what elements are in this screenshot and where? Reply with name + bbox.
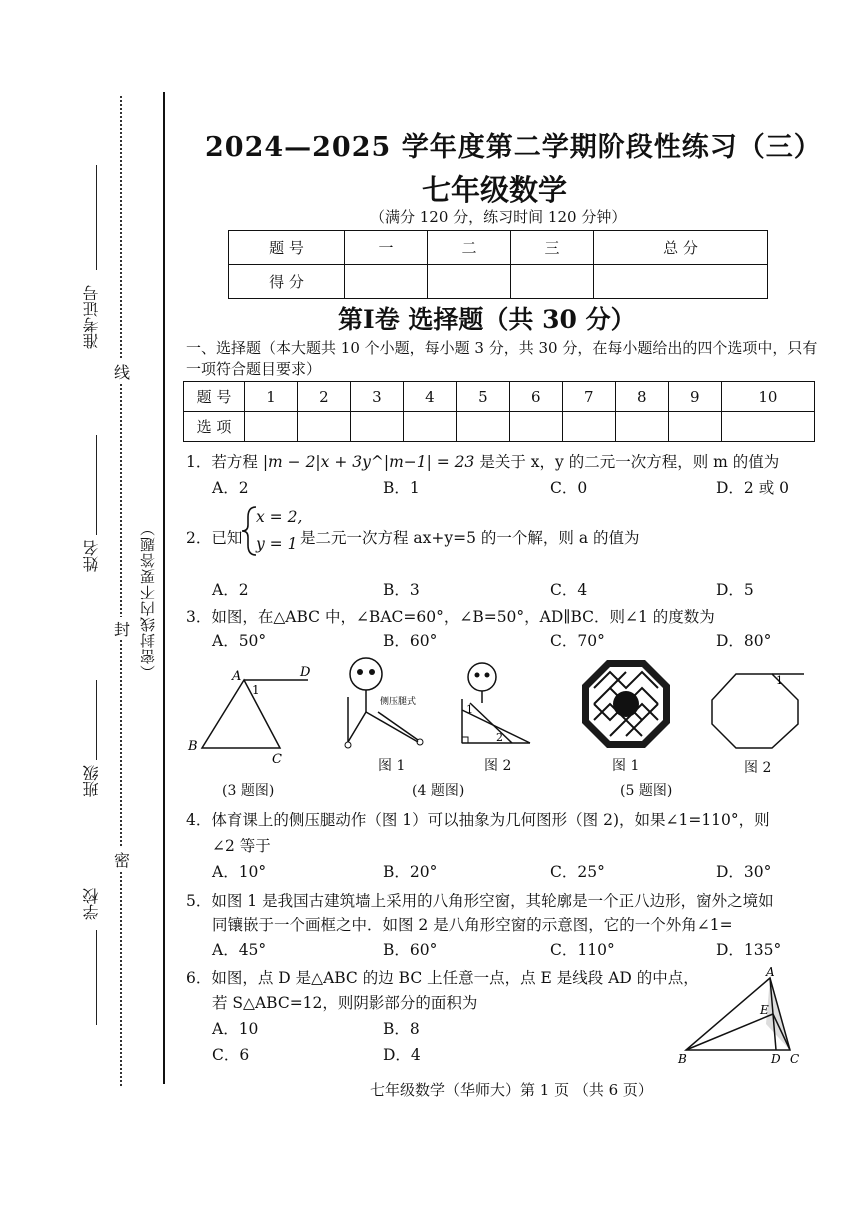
fig4-pose-label: 侧压腿式 bbox=[380, 697, 417, 707]
answer-choice-cell[interactable] bbox=[509, 412, 562, 442]
answer-choice-cell[interactable] bbox=[456, 412, 509, 442]
seal-char-line: 线 bbox=[114, 360, 130, 383]
score-row-label: 得 分 bbox=[229, 265, 345, 299]
seal-dotted-line bbox=[120, 96, 122, 1086]
q5-option-c: C．110° bbox=[550, 941, 615, 959]
svg-text:1: 1 bbox=[252, 683, 260, 697]
q1-option-b: B．1 bbox=[383, 479, 420, 497]
school-underline bbox=[96, 930, 97, 1025]
class-label: 班级 bbox=[82, 765, 101, 797]
answer-choice-row bbox=[184, 412, 815, 442]
question-1 bbox=[186, 450, 779, 472]
svg-text:D: D bbox=[771, 1052, 781, 1066]
answer-choice-cell[interactable] bbox=[350, 412, 403, 442]
svg-text:1: 1 bbox=[776, 674, 783, 687]
svg-text:A: A bbox=[232, 669, 242, 684]
figure-q3-triangle bbox=[180, 660, 320, 765]
figure-q4-pose bbox=[338, 652, 438, 752]
question-5-line-2: 同镶嵌于一个画框之中．如图 2 是八角形空窗的示意图，它的一个外角∠1= bbox=[212, 916, 733, 934]
score-cell[interactable] bbox=[593, 265, 767, 299]
answer-choice-cell[interactable] bbox=[245, 412, 298, 442]
q1-text-post: 是关于 x，y 的二元一次方程，则 m 的值为 bbox=[479, 453, 780, 471]
q6-option-d: D．4 bbox=[383, 1046, 421, 1064]
q6-option-c: C．6 bbox=[212, 1046, 250, 1064]
class-underline bbox=[96, 680, 97, 760]
exam-subtitle: （满分 120 分，练习时间 120 分钟） bbox=[370, 208, 627, 226]
q6-option-a: A．10 bbox=[212, 1020, 259, 1038]
score-table bbox=[228, 230, 768, 299]
q2-text-post: 是二元一次方程 ax+y=5 的一个解，则 a 的值为 bbox=[300, 529, 640, 547]
svg-text:C: C bbox=[272, 752, 282, 765]
answer-choice-cell[interactable] bbox=[403, 412, 456, 442]
q1-text-pre: 1．若方程 bbox=[186, 453, 258, 471]
score-cell[interactable] bbox=[427, 265, 510, 299]
answer-number-cell: 4 bbox=[403, 382, 456, 412]
svg-text:C: C bbox=[790, 1052, 800, 1066]
question-5-line-1: 5．如图 1 是我国古建筑墙上采用的八角形空窗，其轮廓是一个正八边形，窗外之境如 bbox=[186, 892, 774, 910]
answer-choice-cell[interactable] bbox=[297, 412, 350, 442]
q4-option-c: C．25° bbox=[550, 863, 605, 881]
answer-header-label: 题 号 bbox=[184, 382, 245, 412]
q1-equation: |m − 2|x + 3y^|m−1| = 23 bbox=[262, 453, 475, 471]
figure-q6-triangle bbox=[676, 964, 808, 1068]
svg-text:D: D bbox=[300, 665, 311, 680]
q6-option-b: B．8 bbox=[383, 1020, 420, 1038]
question-6-line-1: 6．如图，点 D 是△ABC 的边 BC 上任意一点，点 E 是线段 AD 的中点， bbox=[186, 969, 699, 987]
q3-option-a: A．50° bbox=[212, 632, 267, 650]
q2-option-a: A．2 bbox=[212, 581, 249, 599]
answer-number-row bbox=[184, 382, 815, 412]
q2-option-c: C．4 bbox=[550, 581, 588, 599]
score-table-header-row bbox=[229, 231, 768, 265]
q5-option-b: B．60° bbox=[383, 941, 438, 959]
question-3: 3．如图，在△ABC 中，∠BAC=60°，∠B=50°，AD∥BC．则∠1 的度数为 bbox=[186, 608, 715, 626]
answer-choice-label: 选 项 bbox=[184, 412, 245, 442]
answer-choice-cell[interactable] bbox=[615, 412, 668, 442]
q2-option-d: D．5 bbox=[716, 581, 754, 599]
q2-option-b: B．3 bbox=[383, 581, 420, 599]
svg-text:A: A bbox=[766, 965, 775, 979]
q4-option-d: D．30° bbox=[716, 863, 772, 881]
q4-option-b: B．20° bbox=[383, 863, 438, 881]
question-4-line-1: 4．体育课上的侧压腿动作（图 1）可以抽象为几何图形（图 2)，如果∠1=110°，则 bbox=[186, 811, 770, 829]
score-cell[interactable] bbox=[510, 265, 593, 299]
section-title: 第Ⅰ卷 选择题（共 30 分） bbox=[338, 305, 636, 334]
q3-option-d: D．80° bbox=[716, 632, 772, 650]
score-header-cell: 总 分 bbox=[593, 231, 767, 265]
answer-number-cell: 8 bbox=[615, 382, 668, 412]
answer-number-cell: 2 bbox=[297, 382, 350, 412]
svg-text:2: 2 bbox=[496, 731, 503, 744]
fig4-label-2: 图 2 bbox=[484, 758, 512, 774]
svg-text:E: E bbox=[760, 1003, 769, 1017]
question-6-line-2: 若 S△ABC=12，则阴影部分的面积为 bbox=[212, 994, 478, 1012]
section-instructions: 一、选择题（本大题共 10 个小题，每小题 3 分，共 30 分，在每小题给出的四个选项中，只有一项符合题目要求） bbox=[186, 339, 818, 378]
q5-option-d: D．135° bbox=[716, 941, 782, 959]
answer-number-cell: 6 bbox=[509, 382, 562, 412]
q2-system-line-1: x = 2, bbox=[256, 508, 303, 526]
score-header-cell: 二 bbox=[427, 231, 510, 265]
svg-text:1: 1 bbox=[466, 703, 473, 716]
fig5-label-1: 图 1 bbox=[612, 758, 640, 774]
seal-notice: （密封线内不要答题） bbox=[139, 520, 157, 680]
svg-text:B: B bbox=[678, 1052, 687, 1066]
q2-text-pre: 2．已知 bbox=[186, 529, 243, 547]
q5-option-a: A．45° bbox=[212, 941, 267, 959]
q3-option-c: C．70° bbox=[550, 632, 605, 650]
seal-char-feng: 封 bbox=[114, 617, 130, 640]
score-cell[interactable] bbox=[345, 265, 428, 299]
score-table-score-row bbox=[229, 265, 768, 299]
q4-option-a: A．10° bbox=[212, 863, 267, 881]
answer-choice-cell[interactable] bbox=[562, 412, 615, 442]
fig4-caption: (4 题图) bbox=[412, 783, 465, 799]
answer-number-cell: 1 bbox=[245, 382, 298, 412]
answer-number-cell: 3 bbox=[350, 382, 403, 412]
admit-underline bbox=[96, 165, 97, 270]
answer-number-cell: 5 bbox=[456, 382, 509, 412]
fig5-label-2: 图 2 bbox=[744, 760, 772, 776]
question-4-line-2: ∠2 等于 bbox=[212, 837, 271, 855]
name-label: 姓名 bbox=[82, 540, 101, 572]
figure-q5-window bbox=[580, 658, 672, 750]
exam-title: 2024—2025 学年度第二学期阶段性练习（三） bbox=[205, 132, 822, 163]
q1-option-d: D．2 或 0 bbox=[716, 479, 790, 497]
fig5-caption: (5 题图) bbox=[620, 783, 673, 799]
fig3-caption: (3 题图) bbox=[222, 783, 275, 799]
answer-number-cell: 7 bbox=[562, 382, 615, 412]
admit-label: 准考证号 bbox=[82, 285, 101, 349]
score-header-cell: 一 bbox=[345, 231, 428, 265]
score-header-cell: 三 bbox=[510, 231, 593, 265]
margin-rule bbox=[163, 92, 165, 1084]
name-underline bbox=[96, 435, 97, 535]
q1-option-c: C．0 bbox=[550, 479, 588, 497]
answer-choice-cell[interactable] bbox=[721, 412, 814, 442]
answer-choice-cell[interactable] bbox=[668, 412, 721, 442]
figure-q5-octagon bbox=[708, 668, 808, 750]
answer-number-cell: 10 bbox=[721, 382, 814, 412]
q3-option-b: B．60° bbox=[383, 632, 438, 650]
q2-system-line-2: y = 1 bbox=[256, 535, 298, 553]
seal-char-mi: 密 bbox=[114, 848, 130, 871]
score-header-cell: 题 号 bbox=[229, 231, 345, 265]
q1-option-a: A．2 bbox=[212, 479, 249, 497]
subject-title: 七年级数学 bbox=[422, 173, 568, 207]
school-label: 学校 bbox=[82, 888, 101, 920]
answer-number-cell: 9 bbox=[668, 382, 721, 412]
figure-q4-geometry bbox=[440, 655, 535, 750]
svg-text:B: B bbox=[188, 739, 198, 754]
answer-table bbox=[183, 381, 815, 442]
fig4-label-1: 图 1 bbox=[378, 758, 406, 774]
page-footer: 七年级数学（华师大）第 1 页 （共 6 页） bbox=[370, 1081, 653, 1099]
